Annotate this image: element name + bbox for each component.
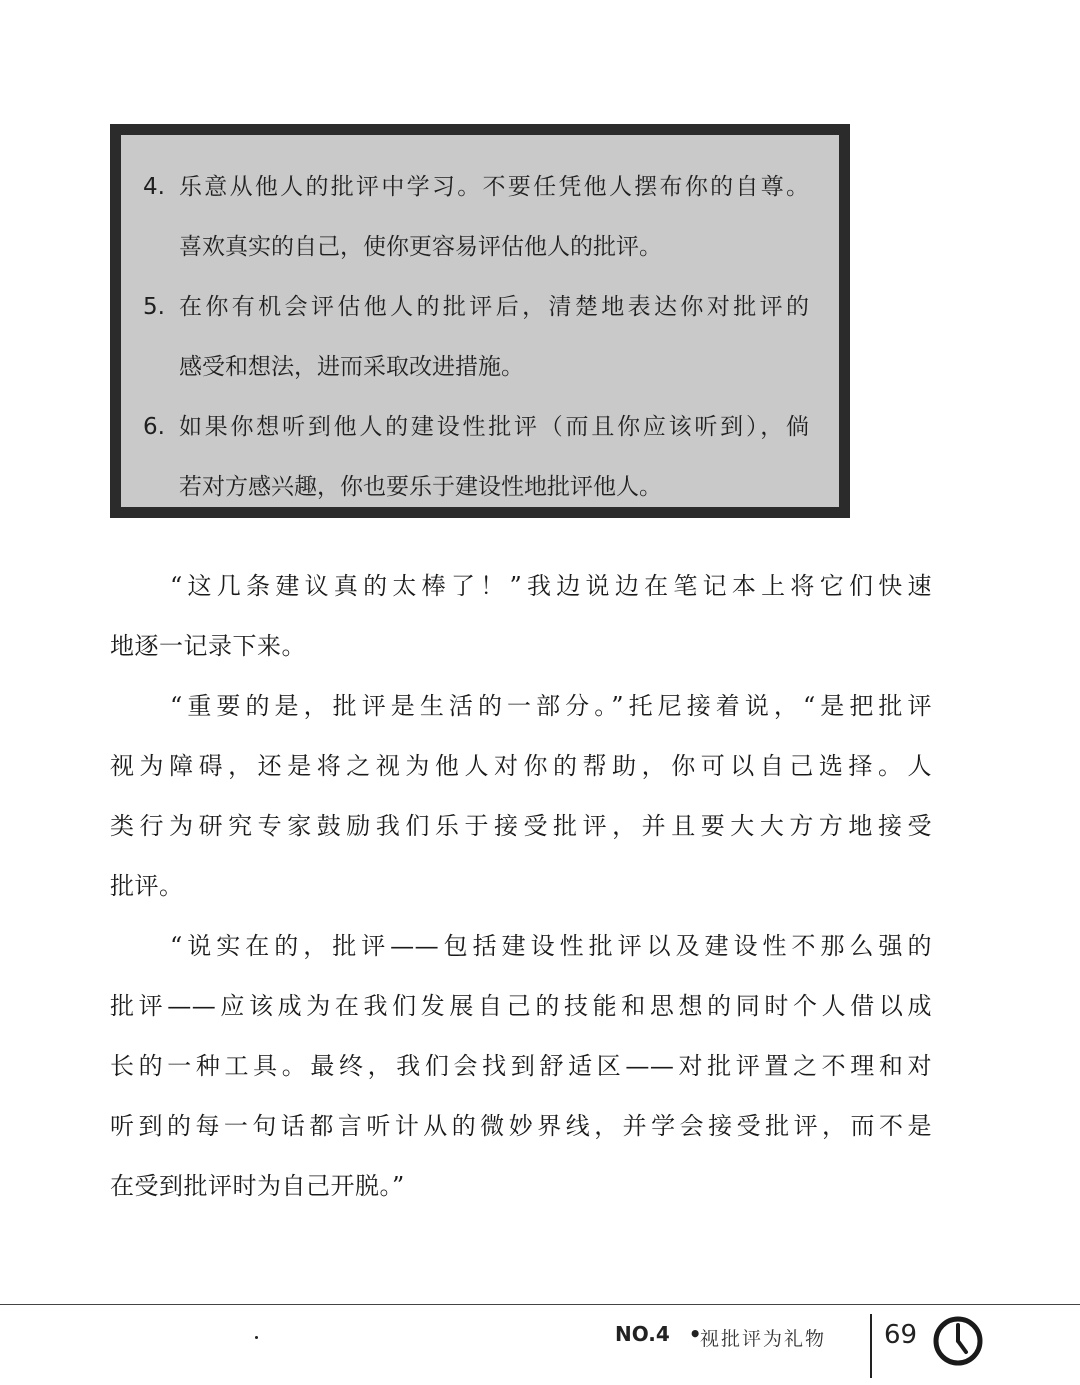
tip-number: 6. xyxy=(143,414,165,440)
clock-icon xyxy=(932,1315,984,1367)
text-line: 长的一种工具。最终，我们会找到舒适区——对批评置之不理和对 xyxy=(110,1052,932,1080)
text-line: “重要的是，批评是生活的一部分。”托尼接着说，“是把批评 xyxy=(170,692,932,720)
chapter-number xyxy=(615,1322,702,1346)
tip-line: 若对方感兴趣，你也要乐于建设性地批评他人。 xyxy=(179,474,662,500)
paragraph xyxy=(110,676,932,916)
text-line: 视为障碍，还是将之视为他人对你的帮助，你可以自己选择。人 xyxy=(110,752,932,780)
paragraph xyxy=(110,916,932,1216)
tip-line: 乐意从他人的批评中学习。不要任凭他人摆布你的自尊。 xyxy=(179,174,809,200)
tip-number: 5. xyxy=(143,294,165,320)
text-line: 地逐一记录下来。 xyxy=(110,632,306,660)
tip-line: 在你有机会评估他人的批评后，清楚地表达你对批评的 xyxy=(179,294,809,320)
tip-item xyxy=(143,277,809,397)
footer-separator xyxy=(870,1314,872,1378)
footer-dot xyxy=(255,1336,258,1339)
text-line: “说实在的，批评——包括建设性批评以及建设性不那么强的 xyxy=(170,932,932,960)
text-line: 在受到批评时为自己开脱。” xyxy=(110,1172,405,1200)
text-line: 听到的每一句话都言听计从的微妙界线，并学会接受批评，而不是 xyxy=(110,1112,932,1140)
tip-item xyxy=(143,157,809,277)
chapter-title: 视批评为礼物 xyxy=(700,1328,827,1350)
tips-box xyxy=(110,124,850,518)
tip-item xyxy=(143,397,809,517)
chapter-bullet: • xyxy=(688,1322,702,1346)
text-line: “这几条建议真的太棒了！”我边说边在笔记本上将它们快速 xyxy=(170,572,932,600)
paragraph xyxy=(110,556,932,676)
chapter-label: NO.4 xyxy=(615,1322,670,1346)
tip-line: 感受和想法，进而采取改进措施。 xyxy=(179,354,524,380)
text-line: 类行为研究专家鼓励我们乐于接受批评，并且要大大方方地接受 xyxy=(110,812,932,840)
footer-divider xyxy=(0,1304,1080,1305)
tip-line: 喜欢真实的自己，使你更容易评估他人的批评。 xyxy=(179,234,662,260)
tip-line: 如果你想听到他人的建设性批评（而且你应该听到），倘 xyxy=(179,414,809,440)
tip-number: 4. xyxy=(143,174,165,200)
body-text xyxy=(110,556,932,1216)
text-line: 批评。 xyxy=(110,872,184,900)
text-line: 批评——应该成为在我们发展自己的技能和思想的同时个人借以成 xyxy=(110,992,932,1020)
page-number: 69 xyxy=(884,1320,918,1350)
